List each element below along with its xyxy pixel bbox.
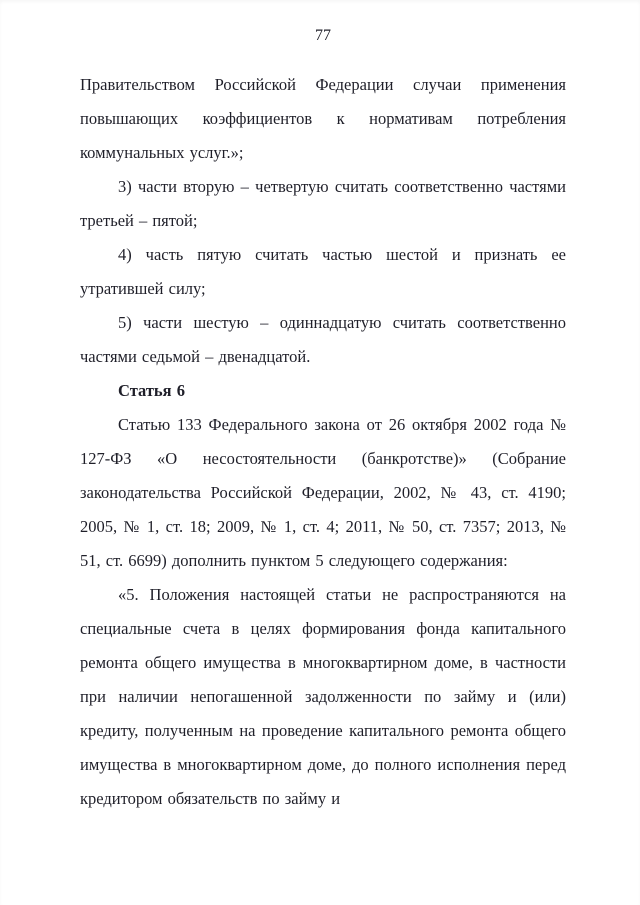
paragraph-continuation: Правительством Российской Федерации случаи применения повышающих коэффициентов к нормативам потребления коммунальных услуг.»; [80,75,566,162]
article-6-heading: Статья 6 [118,381,185,400]
document-body [80,68,566,816]
paragraph-article-6-amendment: Статью 133 Федерального закона от 26 октября 2002 года № 127-ФЗ «О несостоятельности (банкротстве)» (Собрание законодательства Российской Федерации, 2002, № 43, ст. 4190; 2005, № 1, ст. 18; 2009, № 1, ст. 4; 2011, № 50, ст. 7357; 2013, № 51, ст. 6699) дополнить пунктом 5 следующего содержания: [80,415,566,570]
paragraph-item-5: 5) части шестую – одиннадцатую считать соответственно частями седьмой – двенадцатой. [80,313,566,366]
paragraph-clause-5-text: «5. Положения настоящей статьи не распространяются на специальные счета в целях формирования фонда капитального ремонта общего имущества в многоквартирном доме, в частности при наличии непогашенной задолженности по займу и (или) кредиту, полученным на проведение капитального ремонта общего имущества в многоквартирном доме, до полного исполнения перед кредитором обязательств по займу и [80,585,566,808]
paragraph-item-3: 3) части вторую – четвертую считать соответственно частями третьей – пятой; [80,177,566,230]
paragraph-item-4: 4) часть пятую считать частью шестой и признать ее утратившей силу; [80,245,566,298]
page-number: 77 [315,27,331,44]
